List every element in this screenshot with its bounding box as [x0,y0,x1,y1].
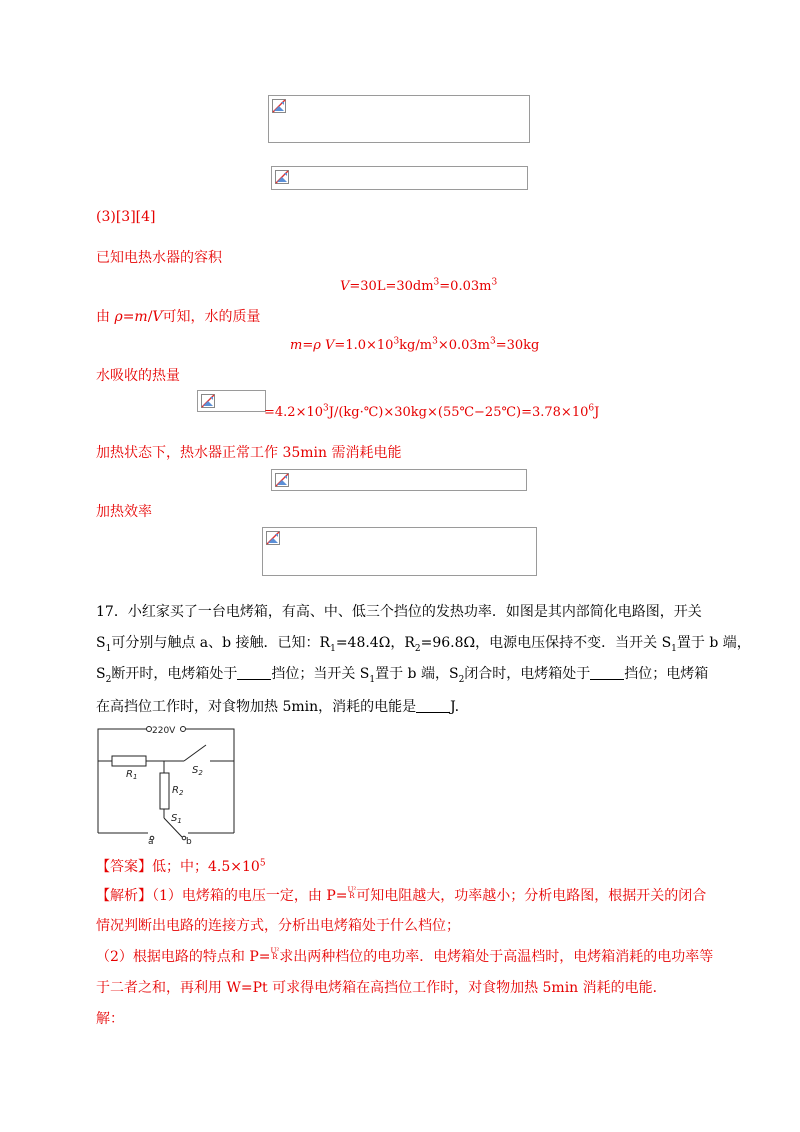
analysis-line-5: 解： [96,1011,124,1027]
density-line: 由 ρ=m/V可知，水的质量 [96,309,261,325]
svg-text:R2: $R_2$ [172,785,184,797]
broken-image-icon [266,531,280,545]
formula-image-2 [271,166,528,190]
svg-text:a: a [148,837,154,845]
svg-text:S1: $S_1$ [171,813,182,825]
mass-equation: m=ρ $V=1.0\times 10^3kg/m^3\times 0.03m^3=30kg$ [290,336,540,353]
answer-line: 【答案】低；中；$4.5\times 10^5$ [96,858,266,875]
known-volume-label: 已知电热水器的容积 [96,250,222,266]
question-17-line-2: $S_1$可分别与触点 a、b 接触．已知：$R_1=48.4\Omega$，$R_2=96.8\Omega$，电源电压保持不变．当开关 $S_1$置于 b 端， [96,635,751,654]
svg-text:S2: $S_2$ [192,765,203,777]
question-17-line-1: 17．小红家买了一台电烤箱，有高、中、低三个挡位的发热功率．如图是其内部简化电路图，开关 [96,604,702,620]
question-17-line-4: 在高挡位工作时，对食物加热 5min，消耗的电能是 J. [96,699,460,715]
broken-image-icon [201,394,215,408]
svg-text:220V: 220V [152,726,176,736]
analysis-line-1: 【解析】（1）电烤箱的电压一定，由 P= U² R 可知电阻越大，功率越小；分析电路图，根据开关的闭合 [96,886,707,904]
consume-label: 加热状态下，热水器正常工作 35min 需消耗电能 [96,445,402,461]
svg-text:R1: $R_1$ [126,769,138,781]
analysis-line-2: 情况判断出电路的连接方式，分析出电烤箱处于什么档位； [96,918,460,934]
formula-image-3 [197,390,266,412]
heat-label: 水吸收的热量 [96,368,180,384]
circuit-diagram [96,723,236,845]
volume-equation: $V=30L=30dm^3=0.03m^3$ [340,277,498,294]
formula-image-1 [268,95,530,143]
answer-blank-1[interactable] [237,665,271,680]
efficiency-label: 加热效率 [96,504,152,520]
part-label: (3)[3][4] [96,209,156,225]
question-17-line-3: $S_2$断开时，电烤箱处于 挡位；当开关 $S_1$置于 b 端，$S_2$闭合时，电烤箱处于 挡位；电烤箱 [96,666,709,685]
answer-blank-2[interactable] [590,665,624,680]
heat-equation: $=4.2\times 10^3J/(kg\cdot℃)\times 30kg\times(55℃-25℃)=3.78\times 10^6J$ [264,403,600,420]
svg-text:b: b [186,837,192,845]
broken-image-icon [272,99,286,113]
formula-image-5 [262,527,537,576]
formula-image-4 [271,469,527,491]
analysis-line-3: （2）根据电路的特点和 P= U² R 求出两种档位的电功率．电烤箱处于高温档时，电烤箱消耗的电功率等 [96,947,714,965]
answer-blank-3[interactable] [416,698,450,713]
broken-image-icon [275,170,289,184]
analysis-line-4: 于二者之和，再利用 W=Pt 可求得电烤箱在高挡位工作时，对食物加热 5min 消耗的电能． [96,980,667,996]
broken-image-icon [275,473,289,487]
